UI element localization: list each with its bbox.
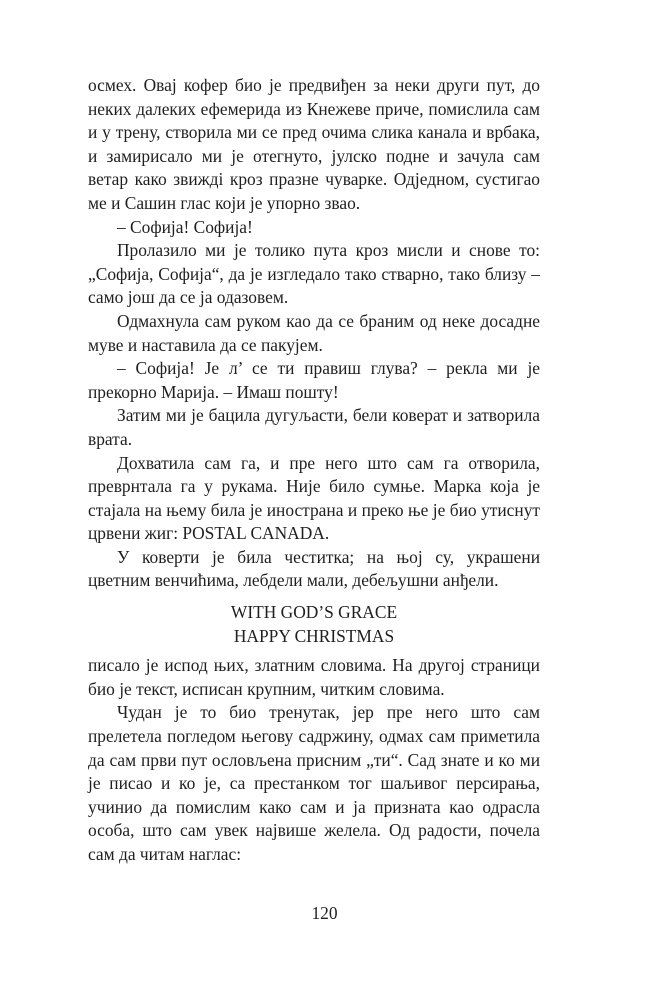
paragraph: У коверти је била честитка; на њој су, украшени цветним венчићима, лебдели мали, дебељушни анђели.	[88, 546, 540, 591]
card-heading-line: WITH GOD’S GRACE	[230, 602, 398, 623]
paragraph: осмех. Овај кофер био је предвиђен за неки други пут, до неких далеких ефемерида из Кнежеве приче, помислила сам и у трену, створила ми се пред очима слика канала и врбака, и замирисало ми је отегнуто, јулско подне и зачула сам ветар како звиждi кроз празне чуварке. Одједном, сустигао ме и Сашин глас који је упорно звао.	[88, 75, 540, 213]
page-number: 120	[311, 903, 338, 923]
body-text	[88, 74, 540, 867]
paragraph: – Софија! Је л’ се ти правиш глува? – рекла ми је прекорно Марија. – Имаш пошту!	[88, 358, 540, 402]
card-heading-line: HAPPY CHRISTMAS	[233, 625, 395, 646]
paragraph: писало је испод њих, златним словима. На другој страници био је текст, исписан крупним, читким словима.	[88, 655, 540, 699]
paragraph: Одмахнула сам руком као да се браним од неке досадне муве и наставила да се пакујем.	[88, 310, 540, 355]
paragraph: – Софија! Софија!	[117, 216, 253, 237]
paragraph: Чудан је то био тренутак, јер пре него што сам прелетела погледом његову садржину, одмах сам приметила да сам први пут ословљена присним „ти“. Сад знате и ко ми је писао и ко је, са престанком тог шаљивог персирања, учинио да помислим како сам и ја призната као одрасла особа, што сам увек највише желела. Од радости, почела сам да читам наглас:	[88, 702, 540, 864]
paragraph: Затим ми је бацила дугуљасти, бели коверат и затворила врата.	[88, 405, 540, 449]
paragraph: Пролазило ми је толико пута кроз мисли и снове то: „Софија, Софија“, да је изгледало тако стварно, тако близу – само још да се ја одазовем.	[88, 240, 540, 308]
card-heading	[88, 601, 540, 648]
paragraph: Дохватила сам га, и пре него што сам га отворила, преврнтала га у рукама. Није било сумње. Марка која је стајала на њему била је инострана и преко ње је био утиснут црвени жиг: POSTAL CANADA.	[88, 452, 540, 544]
